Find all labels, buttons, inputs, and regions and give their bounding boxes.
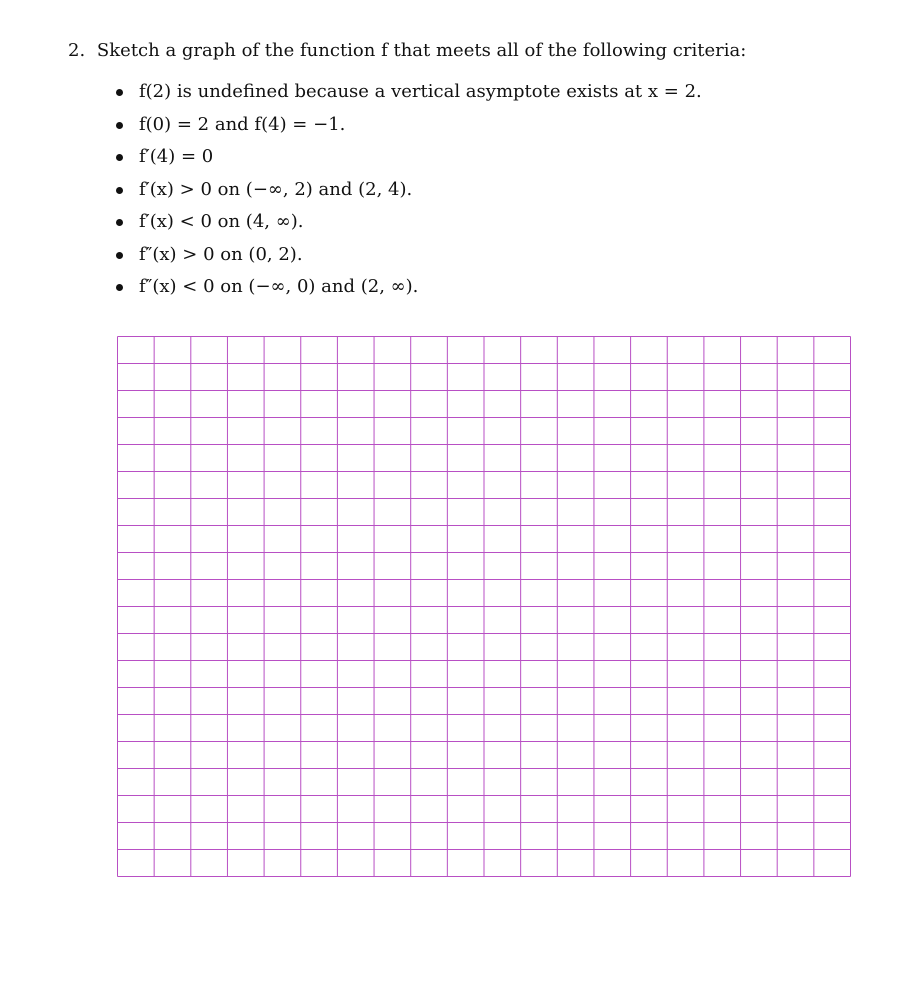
problem-prompt: Sketch a graph of the function f that meets all of the following criteria: [96,40,747,61]
criterion-text: f(0) = 2 and f(4) = −1. [139,113,346,135]
bullet-icon [116,154,123,161]
criterion-text: f(2) is undefined because a vertical asymptote exists at x = 2. [139,81,702,102]
criterion-item [116,113,702,146]
grid-svg [117,336,851,877]
criterion-text: f″(x) > 0 on (0, 2). [139,243,303,265]
criterion-text: f′(x) < 0 on (4, ∞). [139,211,304,232]
criterion-text: f′(x) > 0 on (−∞, 2) and (2, 4). [139,178,413,200]
bullet-icon [116,252,123,259]
criterion-item [116,145,702,178]
bullet-icon [116,284,123,291]
criterion-item [116,243,702,276]
criterion-item [116,275,702,308]
problem-number: 2. [68,40,86,61]
bullet-icon [116,187,123,194]
criterion-item [116,210,702,243]
criteria-list [116,80,702,308]
bullet-icon [116,89,123,96]
criterion-item [116,178,702,211]
criterion-item [116,80,702,113]
problem-statement [68,39,746,63]
bullet-icon [116,122,123,129]
criterion-text: f′(4) = 0 [139,146,214,167]
bullet-icon [116,219,123,226]
graph-paper-grid[interactable] [117,336,851,877]
criterion-text: f″(x) < 0 on (−∞, 0) and (2, ∞). [139,276,419,297]
